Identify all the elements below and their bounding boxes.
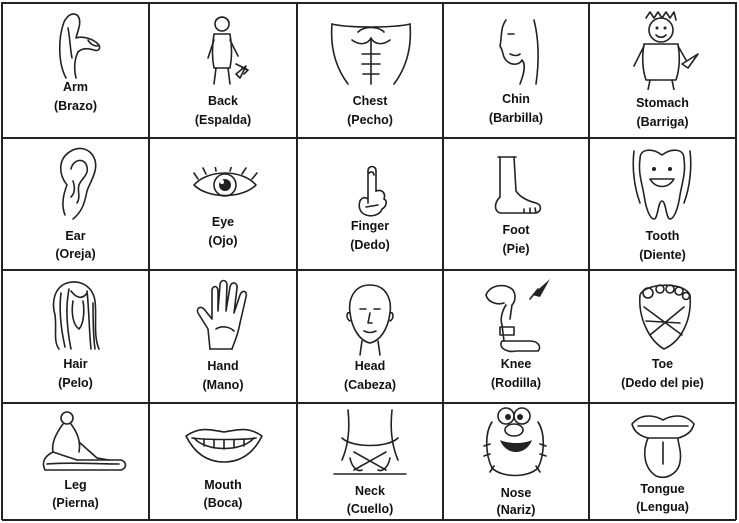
back-icon [202, 14, 252, 86]
card-label-spanish: (Diente) [639, 248, 686, 262]
card-label-spanish: (Barriga) [636, 115, 689, 129]
card-label-spanish: (Barbilla) [488, 111, 544, 125]
card-label-spanish: (Pierna) [52, 496, 99, 510]
card-knee [444, 271, 588, 402]
card-label-english: Leg [64, 478, 87, 492]
head-icon [340, 281, 400, 357]
card-label-english: Head [354, 359, 386, 373]
card-label-spanish: (Dedo) [350, 238, 390, 252]
card-toe [590, 271, 735, 402]
finger-icon [352, 163, 392, 219]
card-label-spanish: (Cabeza) [343, 378, 397, 392]
card-label-english: Toe [651, 357, 674, 371]
grid-line [735, 2, 737, 520]
leg-icon [37, 408, 129, 476]
card-hair [3, 271, 148, 402]
card-chest [298, 4, 442, 137]
toe-icon [634, 279, 694, 351]
card-label-english: Eye [211, 215, 235, 229]
card-label-spanish: (Mano) [202, 378, 244, 392]
hand-icon [194, 279, 256, 355]
grid-line [2, 519, 736, 521]
tongue-icon [628, 408, 698, 480]
card-label-spanish: (Pelo) [58, 376, 93, 390]
card-label-spanish: (Rodilla) [491, 376, 541, 390]
card-leg [3, 404, 148, 519]
card-head [298, 271, 442, 402]
card-arm [3, 4, 148, 137]
card-label-english: Mouth [204, 478, 242, 492]
chest-icon [328, 18, 414, 88]
card-label-spanish: (Nariz) [496, 503, 536, 517]
card-label-spanish: (Espalda) [194, 113, 252, 127]
tooth-icon [630, 147, 694, 223]
eye-icon [190, 167, 260, 203]
card-tongue [590, 404, 735, 519]
card-label-english: Ear [65, 229, 86, 243]
card-label-english: Foot [502, 223, 530, 237]
card-label-spanish: (Pecho) [347, 113, 393, 127]
card-label-english: Neck [355, 484, 385, 498]
card-nose [444, 404, 588, 519]
card-label-english: Finger [350, 219, 390, 233]
card-mouth [150, 404, 296, 519]
card-label-english: Back [208, 94, 238, 108]
card-eye [150, 139, 296, 269]
card-label-spanish: (Cuello) [346, 502, 394, 516]
card-label-english: Hair [63, 357, 88, 371]
card-neck [298, 404, 442, 519]
card-stomach [590, 4, 735, 137]
neck-icon [332, 408, 408, 480]
nose-icon [482, 404, 548, 484]
card-label-english: Chin [502, 92, 530, 106]
card-label-english: Stomach [636, 96, 689, 110]
card-label-spanish: (Lengua) [636, 500, 689, 514]
mouth-icon [182, 424, 266, 464]
card-label-spanish: (Brazo) [53, 99, 98, 113]
card-label-spanish: (Boca) [203, 496, 243, 510]
card-label-english: Tongue [640, 482, 685, 496]
foot-icon [488, 153, 544, 219]
card-label-spanish: (Oreja) [55, 247, 96, 261]
card-label-english: Tooth [645, 229, 680, 243]
card-label-spanish: (Pie) [502, 242, 530, 256]
card-finger [298, 139, 442, 269]
card-tooth [590, 139, 735, 269]
hair-icon [47, 279, 107, 353]
card-label-spanish: (Ojo) [208, 234, 238, 248]
stomach-icon [628, 10, 700, 90]
card-ear [3, 139, 148, 269]
ear-icon [53, 145, 103, 225]
card-label-spanish: (Dedo del pie) [621, 376, 704, 390]
card-label-english: Hand [207, 359, 239, 373]
card-label-english: Knee [500, 357, 532, 371]
chin-icon [494, 16, 554, 86]
arm-icon [48, 8, 108, 80]
card-foot [444, 139, 588, 269]
knee-icon [480, 275, 552, 355]
card-label-english: Chest [352, 94, 388, 108]
card-hand [150, 271, 296, 402]
card-label-english: Nose [500, 486, 532, 500]
card-chin [444, 4, 588, 137]
card-label-english: Arm [62, 80, 88, 94]
card-back [150, 4, 296, 137]
